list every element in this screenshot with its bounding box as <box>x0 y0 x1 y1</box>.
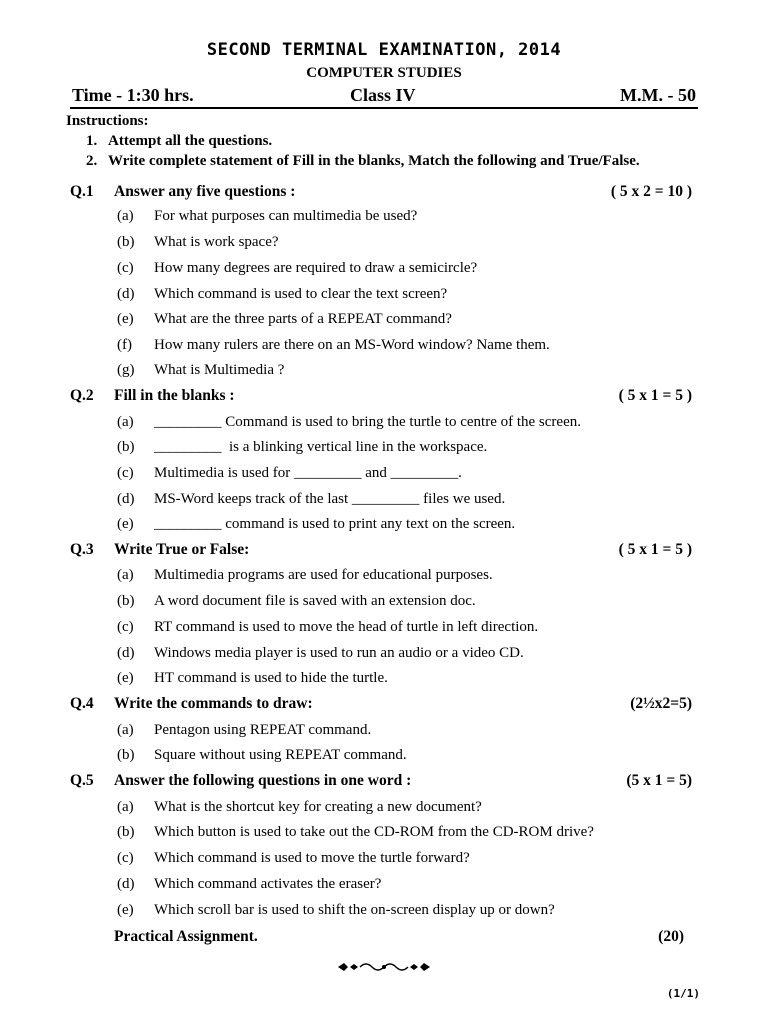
question-item <box>117 208 417 225</box>
item-text: How many degrees are required to draw a semicircle? <box>154 260 478 276</box>
item-label: (b) <box>117 593 135 609</box>
item-label: (a) <box>117 567 134 583</box>
question-item <box>117 337 550 354</box>
item-text: What is Multimedia ? <box>154 362 285 378</box>
item-text: Which command is used to move the turtle forward? <box>154 850 470 866</box>
instructions-heading: Instructions: <box>66 113 149 129</box>
item-label: (c) <box>117 260 134 276</box>
practical-marks: (20) <box>658 928 684 945</box>
question-item <box>117 850 470 867</box>
item-text: Multimedia programs are used for educational purposes. <box>154 567 493 583</box>
question-marks: ( 5 x 1 = 5 ) <box>618 387 692 404</box>
exam-class: Class IV <box>350 85 416 105</box>
item-label: (b) <box>117 824 135 840</box>
item-label: (b) <box>117 439 135 455</box>
question-number: Q.3 <box>70 541 94 558</box>
item-text: For what purposes can multimedia be used? <box>154 208 418 224</box>
item-text: What are the three parts of a REPEAT command? <box>154 311 452 327</box>
item-label: (e) <box>117 670 134 686</box>
item-text: What is work space? <box>154 234 279 250</box>
item-text: _________ command is used to print any text on the screen. <box>154 516 516 532</box>
practical-assignment <box>114 928 684 946</box>
question-item <box>117 722 371 739</box>
instruction-number: 1. <box>86 133 98 149</box>
item-text: RT command is used to move the head of turtle in left direction. <box>154 619 539 635</box>
question-item <box>117 491 505 508</box>
item-text: _________ Command is used to bring the turtle to centre of the screen. <box>154 414 581 430</box>
exam-meta-row <box>70 85 698 109</box>
item-text: Square without using REPEAT command. <box>154 747 407 763</box>
question-number: Q.1 <box>70 183 94 200</box>
exam-title: SECOND TERMINAL EXAMINATION, 2014 <box>206 40 562 60</box>
question-item <box>117 645 524 662</box>
question-heading <box>70 183 692 205</box>
question-item <box>117 670 388 687</box>
item-label: (e) <box>117 516 134 532</box>
item-text: How many rulers are there on an MS-Word window? Name them. <box>154 337 550 353</box>
item-label: (a) <box>117 722 134 738</box>
question-item <box>117 619 538 636</box>
question-item <box>117 465 462 482</box>
question-item <box>117 799 482 816</box>
question-number: Q.4 <box>70 695 94 712</box>
item-label: (c) <box>117 465 134 481</box>
item-label: (d) <box>117 645 135 661</box>
page-number: (1/1) <box>666 987 700 1000</box>
question-item <box>117 902 555 919</box>
decorative-flourish-icon <box>336 960 432 979</box>
exam-max-marks: M.M. - 50 <box>620 85 696 105</box>
question-heading <box>70 695 692 717</box>
item-label: (c) <box>117 850 134 866</box>
exam-time: Time - 1:30 hrs. <box>72 85 194 105</box>
item-label: (e) <box>117 902 134 918</box>
practical-label: Practical Assignment. <box>114 928 258 945</box>
question-item <box>117 747 407 764</box>
item-text: What is the shortcut key for creating a new document? <box>154 799 482 815</box>
instruction-item <box>86 133 272 150</box>
question-item <box>117 311 452 328</box>
item-text: Which scroll bar is used to shift the on-screen display up or down? <box>154 902 555 918</box>
exam-subject: COMPUTER STUDIES <box>306 65 462 81</box>
question-title: Write the commands to draw: <box>114 695 313 712</box>
item-label: (b) <box>117 747 135 763</box>
item-label: (b) <box>117 234 135 250</box>
item-label: (f) <box>117 337 132 353</box>
item-text: MS-Word keeps track of the last _________ files we used. <box>154 491 506 507</box>
question-item <box>117 260 477 277</box>
item-text: A word document file is saved with an extension doc. <box>154 593 476 609</box>
item-text: Multimedia is used for _________ and _________. <box>154 465 462 481</box>
question-marks: (5 x 1 = 5) <box>626 772 692 789</box>
item-text: HT command is used to hide the turtle. <box>154 670 388 686</box>
question-marks: ( 5 x 2 = 10 ) <box>610 183 692 200</box>
item-label: (a) <box>117 414 134 430</box>
question-number: Q.5 <box>70 772 94 789</box>
item-text: Which command activates the eraser? <box>154 876 382 892</box>
item-label: (e) <box>117 311 134 327</box>
question-item <box>117 286 447 303</box>
question-heading <box>70 387 692 409</box>
question-item <box>117 414 581 431</box>
item-text: Windows media player is used to run an audio or a video CD. <box>154 645 524 661</box>
item-label: (d) <box>117 876 135 892</box>
instruction-text: Write complete statement of Fill in the blanks, Match the following and True/False. <box>108 153 640 169</box>
question-title: Answer the following questions in one word : <box>114 772 412 789</box>
item-text: Which button is used to take out the CD-ROM from the CD-ROM drive? <box>154 824 594 840</box>
question-heading <box>70 541 692 563</box>
instruction-item <box>86 153 640 170</box>
question-item <box>117 439 487 456</box>
question-heading <box>70 772 692 794</box>
question-item <box>117 593 476 610</box>
item-label: (a) <box>117 799 134 815</box>
question-marks: ( 5 x 1 = 5 ) <box>618 541 692 558</box>
instruction-text: Attempt all the questions. <box>108 133 273 149</box>
question-item <box>117 516 515 533</box>
question-title: Write True or False: <box>114 541 250 558</box>
question-title: Answer any five questions : <box>114 183 296 200</box>
question-item <box>117 824 594 841</box>
item-text: Pentagon using REPEAT command. <box>154 722 372 738</box>
question-number: Q.2 <box>70 387 94 404</box>
question-item <box>117 234 279 251</box>
item-text: Which command is used to clear the text screen? <box>154 286 448 302</box>
question-marks: (2½x2=5) <box>630 695 692 712</box>
instruction-number: 2. <box>86 153 98 169</box>
question-item <box>117 362 284 379</box>
item-label: (d) <box>117 491 135 507</box>
item-label: (g) <box>117 362 135 378</box>
item-label: (d) <box>117 286 135 302</box>
item-label: (c) <box>117 619 134 635</box>
question-item <box>117 876 381 893</box>
item-text: _________ is a blinking vertical line in the workspace. <box>154 439 488 455</box>
item-label: (a) <box>117 208 134 224</box>
question-title: Fill in the blanks : <box>114 387 235 404</box>
question-item <box>117 567 493 584</box>
